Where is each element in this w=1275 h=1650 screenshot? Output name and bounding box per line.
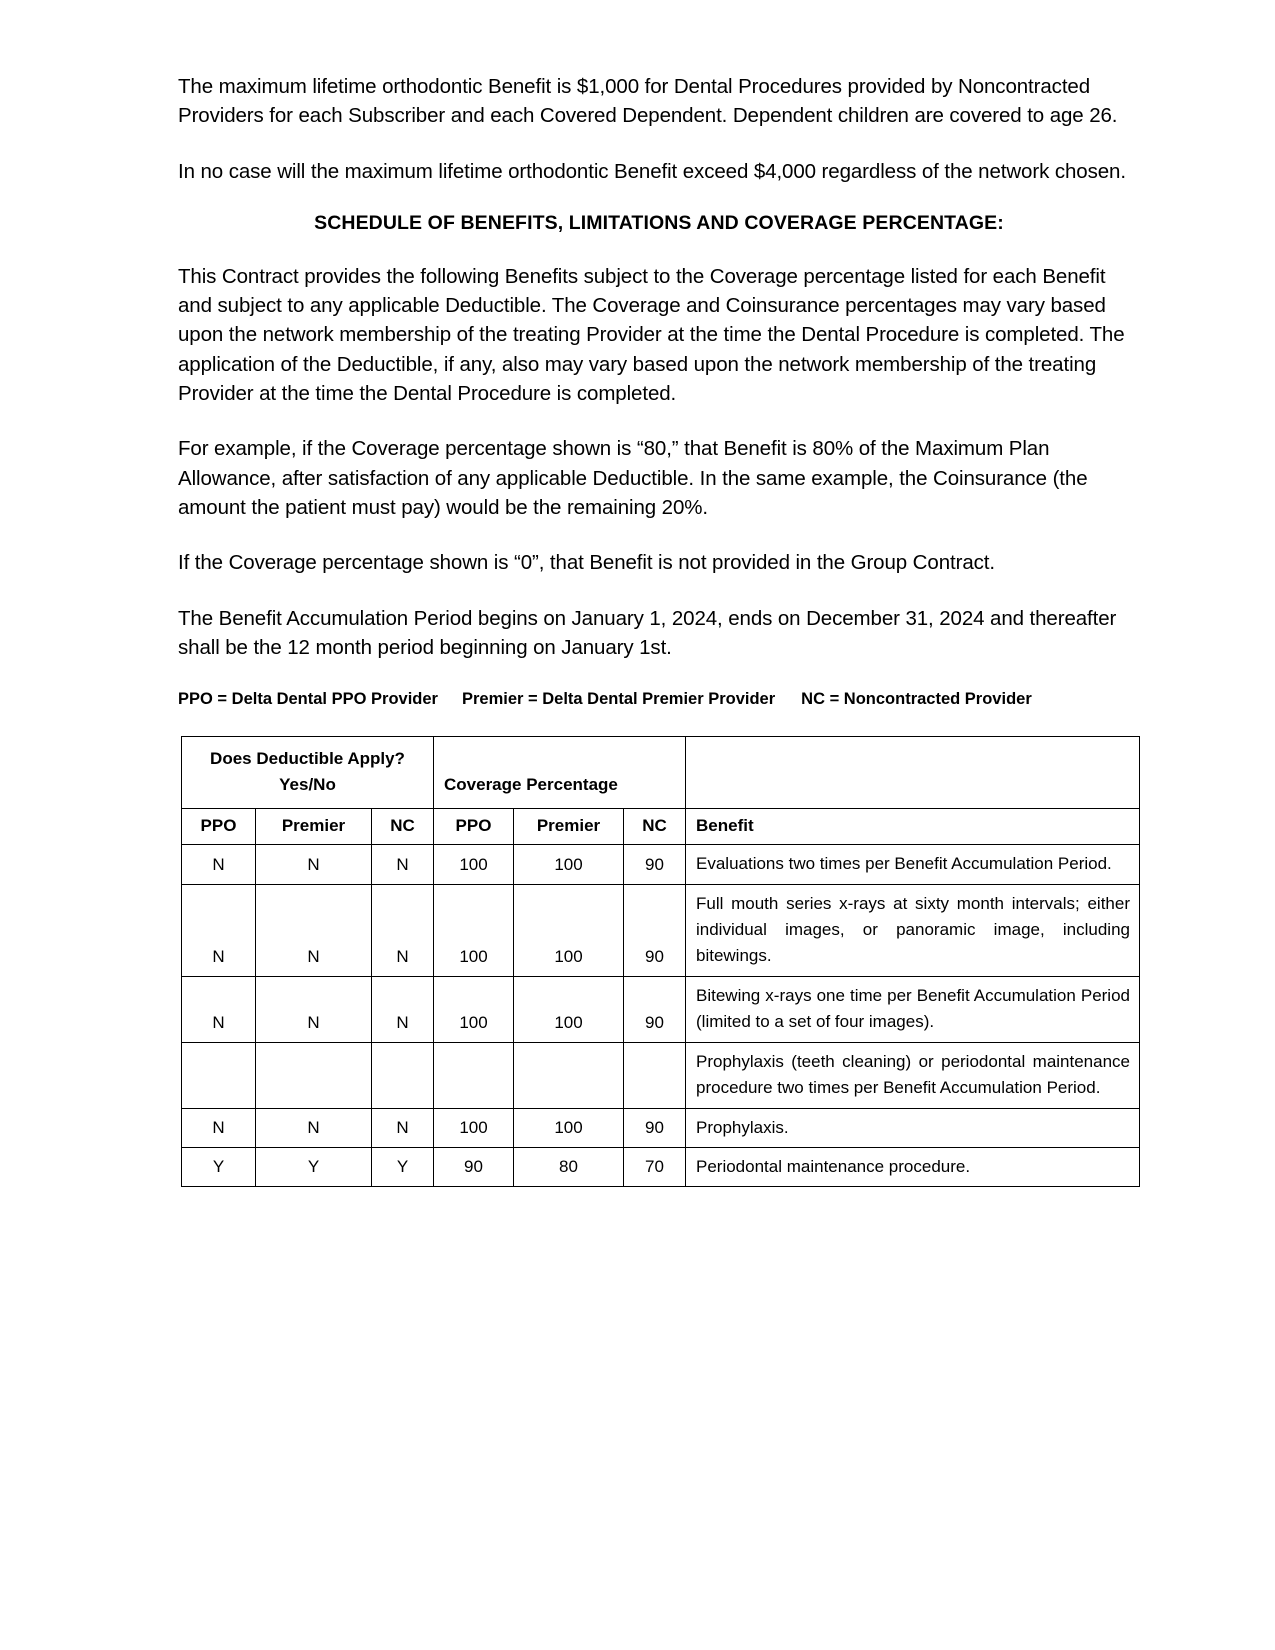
paragraph-accumulation-period: The Benefit Accumulation Period begins on January 1, 2024, ends on December 31, 2024 and thereafter shall be the 12 month period beginning on January 1st. (178, 606, 1117, 659)
cell-coverage-nc: 90 (624, 1109, 686, 1148)
cell-coverage-ppo (434, 1043, 514, 1109)
cell-benefit-description: Prophylaxis (teeth cleaning) or periodontal maintenance procedure two times per Benefit Accumulation Period. (686, 1043, 1140, 1109)
table-row (182, 977, 1140, 1043)
cell-deductible-premier: N (256, 977, 372, 1043)
cell-deductible-ppo: Y (182, 1148, 256, 1187)
paragraph-lifetime-cap: In no case will the maximum lifetime orthodontic Benefit exceed $4,000 regardless of the network chosen. (178, 159, 1126, 183)
cell-deductible-premier (256, 1043, 372, 1109)
cell-benefit-description: Bitewing x-rays one time per Benefit Accumulation Period (limited to a set of four images). (686, 977, 1140, 1043)
cell-deductible-premier: N (256, 845, 372, 885)
cell-deductible-ppo: N (182, 845, 256, 885)
paragraph-orthodontic-max: The maximum lifetime orthodontic Benefit is $1,000 for Dental Procedures provided by Noncontracted Providers for each Subscriber and each Covered Dependent. Dependent children are covered to age 26. (178, 75, 1118, 128)
cell-coverage-ppo: 100 (434, 885, 514, 977)
column-header-coverage-premier: Premier (514, 809, 624, 845)
cell-coverage-premier: 80 (514, 1148, 624, 1187)
cell-coverage-premier: 100 (514, 1109, 624, 1148)
cell-benefit-description: Evaluations two times per Benefit Accumulation Period. (686, 845, 1140, 885)
cell-coverage-premier: 100 (514, 845, 624, 885)
column-header-benefit: Benefit (686, 809, 1140, 845)
group-header-deductible: Does Deductible Apply? Yes/No (182, 737, 434, 809)
cell-deductible-nc: N (372, 885, 434, 977)
cell-deductible-premier: N (256, 885, 372, 977)
legend-premier: Premier = Delta Dental Premier Provider (461, 690, 776, 709)
cell-coverage-ppo: 100 (434, 977, 514, 1043)
cell-deductible-nc: N (372, 977, 434, 1043)
paragraph-contract-coverage: This Contract provides the following Benefits subject to the Coverage percentage listed for each Benefit and subject to any applicable Deductible. The Coverage and Coinsurance percentages may vary based upon the network membership of the treating Provider at the time the Dental Procedure is completed. The application of the Deductible, if any, also may vary based upon the network membership of the treating Provider at the time the Dental Procedure is completed. (178, 264, 1125, 406)
cell-benefit-description: Prophylaxis. (686, 1109, 1140, 1148)
cell-coverage-nc: 90 (624, 845, 686, 885)
cell-deductible-nc: Y (372, 1148, 434, 1187)
cell-deductible-ppo (182, 1043, 256, 1109)
paragraph-example-coverage: For example, if the Coverage percentage shown is “80,” that Benefit is 80% of the Maximum Plan Allowance, after satisfaction of any applicable Deductible. In the same example, the Coinsurance (the amount the patient must pay) would be the remaining 20%. (178, 437, 1088, 519)
cell-coverage-nc (624, 1043, 686, 1109)
column-header-coverage-ppo: PPO (434, 809, 514, 845)
cell-deductible-premier: N (256, 1109, 372, 1148)
cell-deductible-nc (372, 1043, 434, 1109)
cell-deductible-premier: Y (256, 1148, 372, 1187)
cell-coverage-ppo: 100 (434, 845, 514, 885)
table-row (182, 1043, 1140, 1109)
group-header-coverage: Coverage Percentage (434, 737, 686, 809)
table-row (182, 1109, 1140, 1148)
table-column-header-row (182, 809, 1140, 845)
cell-coverage-ppo: 90 (434, 1148, 514, 1187)
group-header-spacer (686, 737, 1140, 809)
cell-deductible-nc: N (372, 1109, 434, 1148)
paragraph-zero-coverage: If the Coverage percentage shown is “0”, that Benefit is not provided in the Group Contract. (178, 551, 995, 575)
column-header-coverage-nc: NC (624, 809, 686, 845)
cell-deductible-nc: N (372, 845, 434, 885)
cell-coverage-premier (514, 1043, 624, 1109)
cell-coverage-ppo: 100 (434, 1109, 514, 1148)
table-header (182, 737, 1140, 845)
table-row (182, 885, 1140, 977)
table-group-header-row (182, 737, 1140, 809)
cell-deductible-ppo: N (182, 885, 256, 977)
cell-benefit-description: Full mouth series x-rays at sixty month intervals; either individual images, or panoramic image, including bitewings. (686, 885, 1140, 977)
cell-coverage-nc: 70 (624, 1148, 686, 1187)
cell-coverage-nc: 90 (624, 885, 686, 977)
column-header-deductible-premier: Premier (256, 809, 372, 845)
table-body (182, 845, 1140, 1187)
column-header-deductible-nc: NC (372, 809, 434, 845)
schedule-of-benefits-table (181, 736, 1140, 1187)
cell-coverage-nc: 90 (624, 977, 686, 1043)
cell-coverage-premier: 100 (514, 977, 624, 1043)
legend-ppo: PPO = Delta Dental PPO Provider (178, 690, 438, 709)
cell-deductible-ppo: N (182, 977, 256, 1043)
section-heading-schedule-of-benefits: SCHEDULE OF BENEFITS, LIMITATIONS AND COVERAGE PERCENTAGE: (314, 211, 1004, 234)
table-row (182, 845, 1140, 885)
column-header-deductible-ppo: PPO (182, 809, 256, 845)
cell-benefit-description: Periodontal maintenance procedure. (686, 1148, 1140, 1187)
cell-deductible-ppo: N (182, 1109, 256, 1148)
table-row (182, 1148, 1140, 1187)
provider-abbreviation-legend (178, 688, 1048, 711)
cell-coverage-premier: 100 (514, 885, 624, 977)
legend-nc: NC = Noncontracted Provider (801, 690, 1032, 709)
